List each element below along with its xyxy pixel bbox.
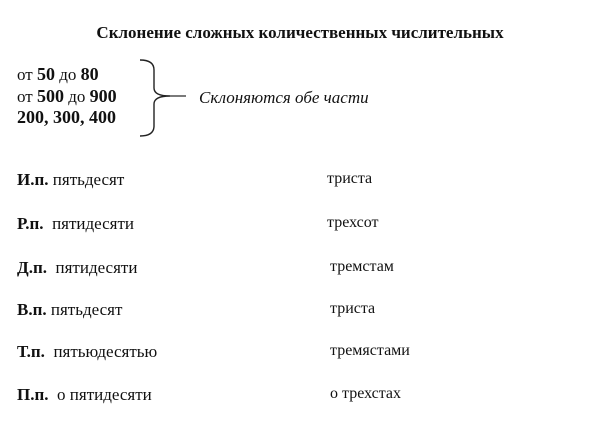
case-form-three-hundred: триста — [327, 170, 373, 187]
case-form-three-hundred: трехсот — [327, 214, 379, 231]
case-left-cell — [17, 385, 152, 405]
group-line-2 — [17, 86, 117, 107]
case-form-fifty: пятидесяти — [52, 214, 135, 233]
case-row — [17, 300, 597, 324]
group-line-number-end: 900 — [89, 86, 117, 106]
curly-brace-icon — [138, 58, 188, 138]
case-row — [17, 342, 597, 366]
case-form-fifty: о пятидесяти — [57, 385, 152, 404]
group-line-number-end: 80 — [80, 64, 99, 84]
case-row — [17, 170, 597, 194]
group-line-number-start: 500 — [36, 86, 64, 106]
case-row — [17, 385, 597, 409]
group-line-mid: до — [54, 65, 81, 84]
group-line-number-start: 50 — [36, 64, 55, 84]
case-abbr: Т.п. — [17, 342, 45, 361]
case-abbr: Р.п. — [17, 214, 44, 233]
case-left-cell — [17, 170, 124, 190]
case-form-fifty: пятьдесят — [50, 300, 123, 319]
case-left-cell — [17, 300, 122, 320]
group-line-number-start: 200, 300, 400 — [17, 107, 116, 127]
group-note: Склоняются обе части — [199, 88, 369, 107]
case-abbr: И.п. — [17, 170, 49, 189]
case-form-fifty: пятьдесят — [52, 170, 125, 189]
group-line-prefix: от — [17, 65, 37, 84]
case-abbr: Д.п. — [17, 258, 47, 277]
case-left-cell — [17, 214, 134, 234]
case-row — [17, 214, 597, 238]
case-form-three-hundred: тремстам — [330, 258, 394, 275]
case-form-three-hundred: тремястами — [330, 342, 410, 359]
case-form-fifty: пятидесяти — [55, 258, 138, 277]
case-abbr: В.п. — [17, 300, 47, 319]
case-abbr: П.п. — [17, 385, 49, 404]
page-title: Склонение сложных количественных числительных — [96, 23, 504, 42]
group-line-1 — [17, 64, 99, 85]
group-line-mid: до — [63, 87, 90, 106]
case-form-three-hundred: о трехстах — [330, 385, 402, 402]
group-line-3 — [17, 107, 116, 128]
case-left-cell — [17, 258, 137, 278]
case-form-fifty: пятьюдесятью — [53, 342, 158, 361]
case-left-cell — [17, 342, 157, 362]
case-form-three-hundred: триста — [330, 300, 376, 317]
case-row — [17, 258, 597, 282]
group-line-prefix: от — [17, 87, 37, 106]
